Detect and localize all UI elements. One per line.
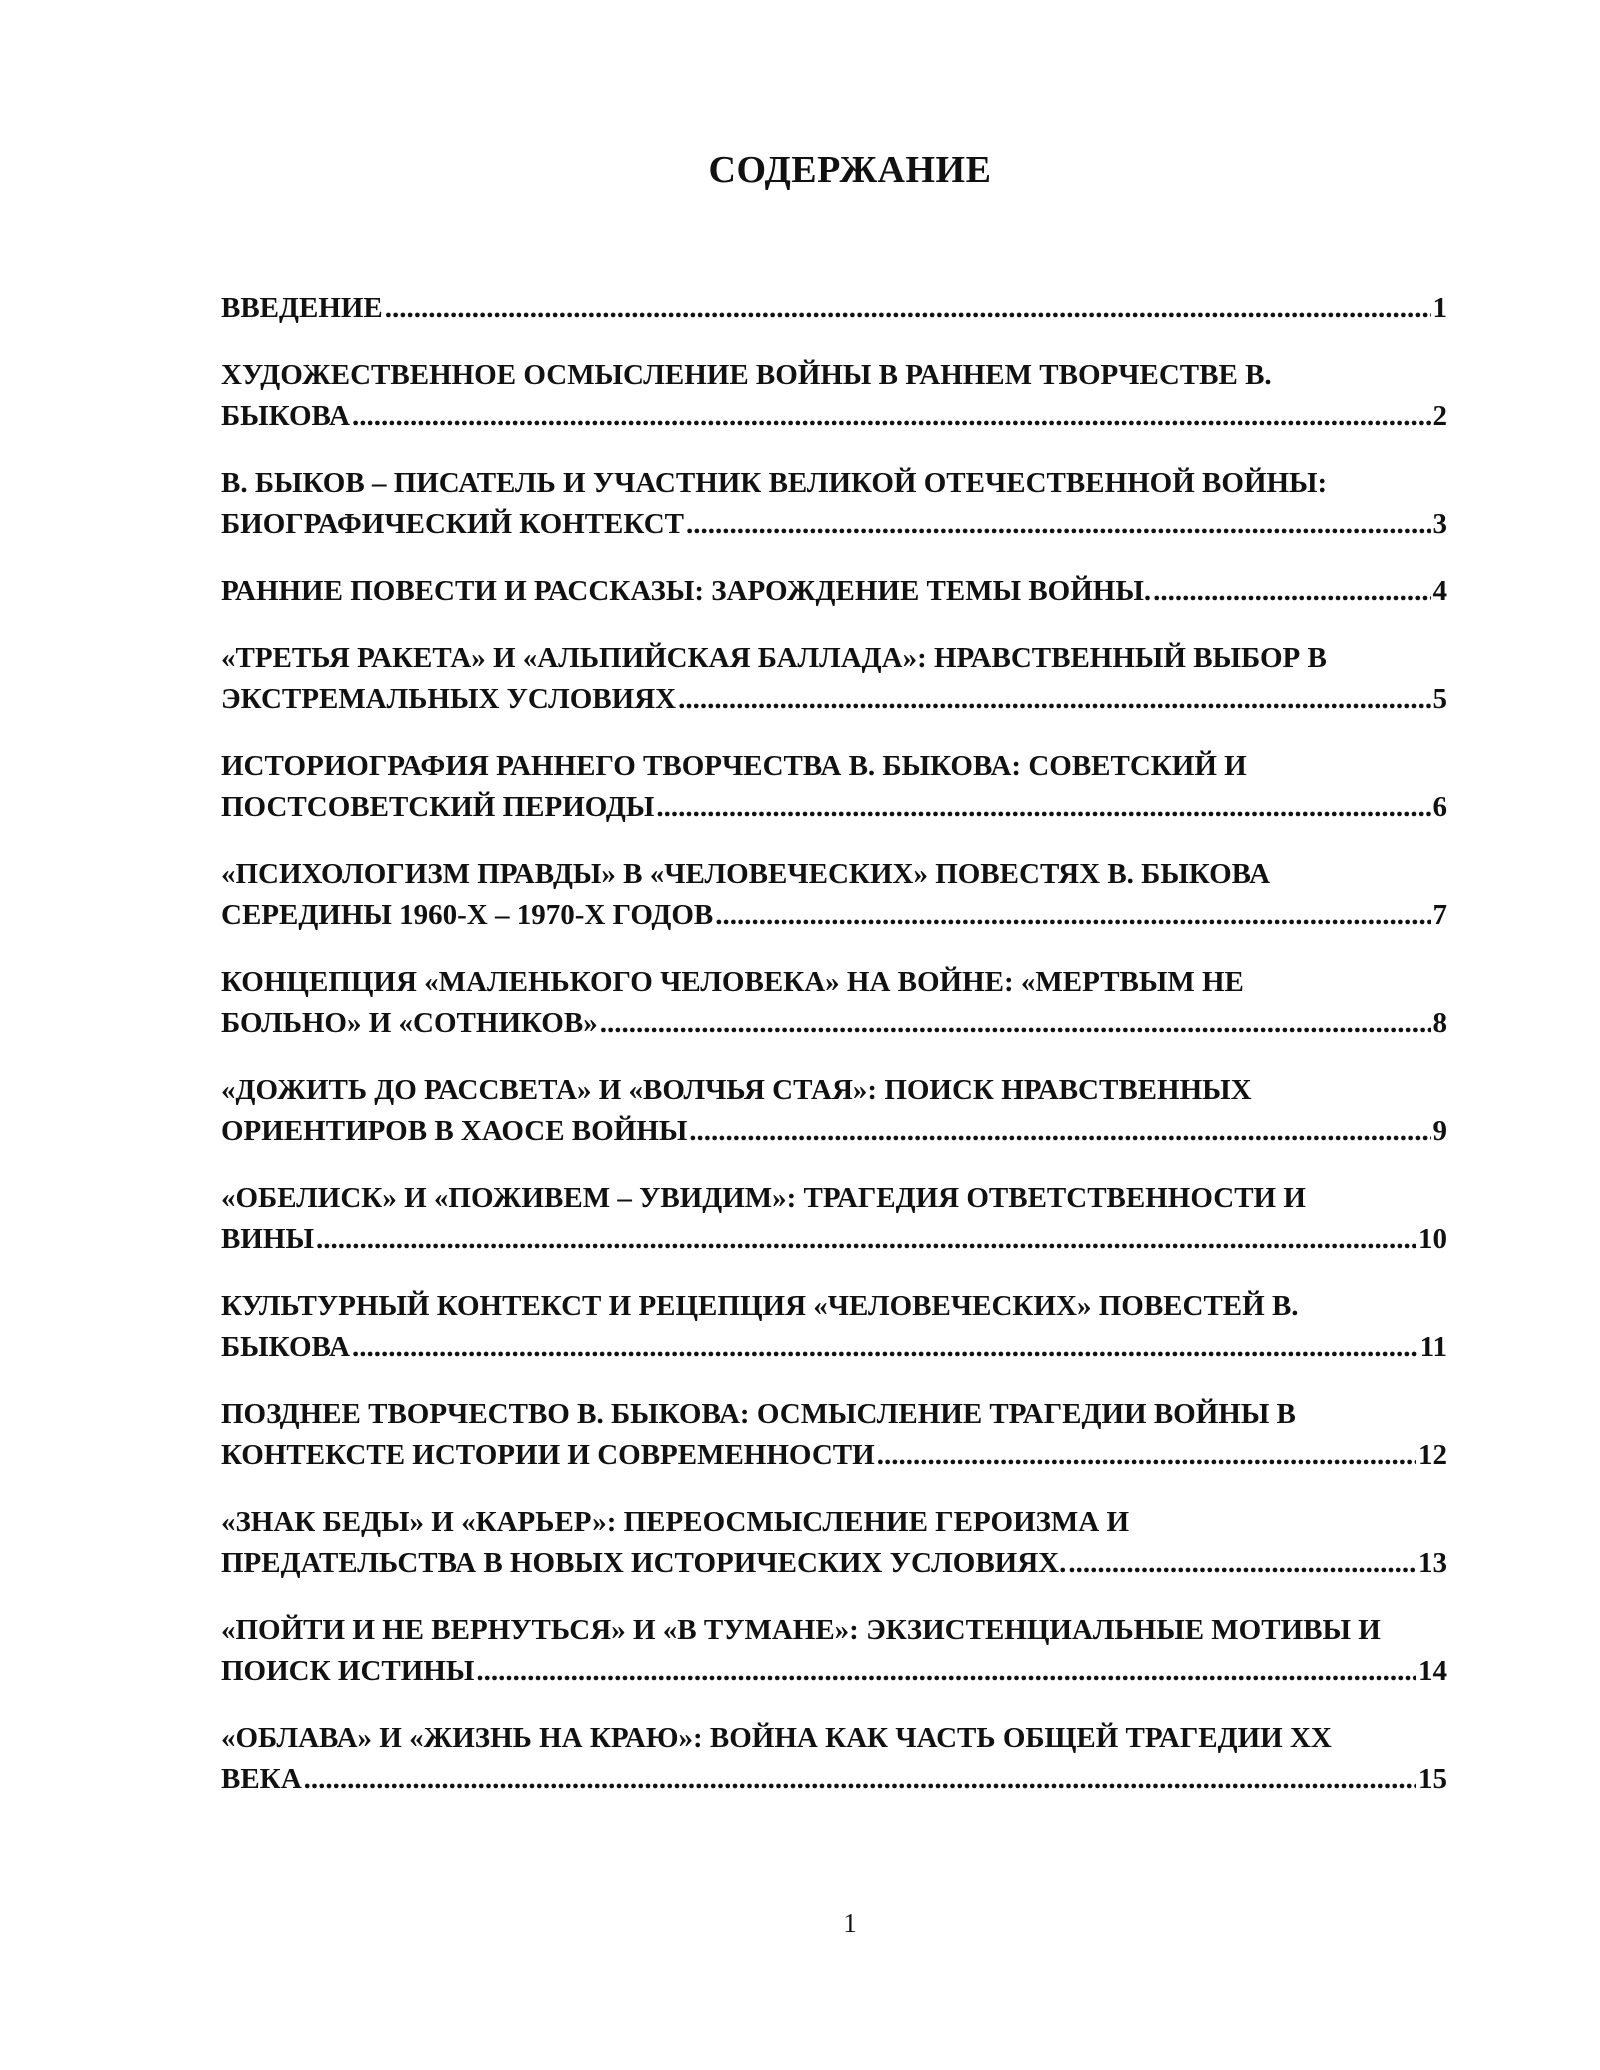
- dot-leader: [689, 1111, 1430, 1152]
- toc-entry-last-line: [221, 1219, 1447, 1260]
- toc-entry[interactable]: [221, 1502, 1447, 1584]
- toc-entry-text: КОНТЕКСТЕ ИСТОРИИ И СОВРЕМЕННОСТИ: [221, 1439, 875, 1471]
- toc-entry-last-line: [221, 787, 1447, 828]
- page-title: СОДЕРЖАНИЕ: [708, 149, 992, 191]
- dot-leader: [715, 895, 1430, 936]
- toc-entry-text: БИОГРАФИЧЕСКИЙ КОНТЕКСТ: [221, 508, 684, 540]
- toc-entry[interactable]: [221, 355, 1447, 437]
- title-container: [0, 148, 1600, 192]
- toc-entry[interactable]: [221, 1286, 1447, 1368]
- toc-entry-last-line: [221, 288, 1447, 329]
- toc-entry[interactable]: [221, 1610, 1447, 1692]
- toc-entry[interactable]: [221, 463, 1447, 545]
- toc-page-number: 6: [1432, 791, 1447, 823]
- dot-leader: [385, 288, 1431, 329]
- toc-entry-last-line: [221, 1435, 1447, 1476]
- dot-leader: [304, 1759, 1416, 1800]
- table-of-contents: [221, 288, 1447, 1826]
- dot-leader: [877, 1435, 1416, 1476]
- toc-page-number: 15: [1418, 1763, 1447, 1795]
- toc-page-number: 11: [1419, 1331, 1447, 1363]
- toc-entry-text: РАННИЕ ПОВЕСТИ И РАССКАЗЫ: ЗАРОЖДЕНИЕ ТЕМЫ ВОЙНЫ.: [221, 575, 1152, 607]
- dot-leader: [352, 396, 1431, 437]
- toc-entry[interactable]: [221, 746, 1447, 828]
- dot-leader: [352, 1327, 1418, 1368]
- toc-entry-line: «ЗНАК БЕДЫ» И «КАРЬЕР»: ПЕРЕОСМЫСЛЕНИЕ ГЕРОИЗМА И: [221, 1506, 1130, 1538]
- toc-entry-text: ВИНЫ: [221, 1223, 314, 1255]
- toc-page-number: 5: [1432, 683, 1447, 715]
- toc-entry-line: КОНЦЕПЦИЯ «МАЛЕНЬКОГО ЧЕЛОВЕКА» НА ВОЙНЕ: «МЕРТВЫМ НЕ: [221, 966, 1244, 998]
- toc-entry-last-line: [221, 1651, 1447, 1692]
- toc-entry-text: СЕРЕДИНЫ 1960-Х – 1970-Х ГОДОВ: [221, 899, 714, 931]
- toc-entry-text: БЫКОВА: [221, 400, 350, 432]
- toc-entry-last-line: [221, 1543, 1447, 1584]
- toc-entry-last-line: [221, 895, 1447, 936]
- toc-entry[interactable]: [221, 962, 1447, 1044]
- toc-entry-last-line: [221, 571, 1447, 612]
- toc-entry-last-line: [221, 1759, 1447, 1800]
- toc-entry-line: КУЛЬТУРНЫЙ КОНТЕКСТ И РЕЦЕПЦИЯ «ЧЕЛОВЕЧЕСКИХ» ПОВЕСТЕЙ В.: [221, 1290, 1299, 1322]
- toc-entry-line: «ПСИХОЛОГИЗМ ПРАВДЫ» В «ЧЕЛОВЕЧЕСКИХ» ПОВЕСТЯХ В. БЫКОВА: [221, 858, 1271, 890]
- dot-leader: [678, 679, 1430, 720]
- toc-entry[interactable]: [221, 1718, 1447, 1800]
- toc-entry-text: ЭКСТРЕМАЛЬНЫХ УСЛОВИЯХ: [221, 683, 677, 715]
- dot-leader: [686, 504, 1431, 545]
- toc-entry-text: ПРЕДАТЕЛЬСТВА В НОВЫХ ИСТОРИЧЕСКИХ УСЛОВИЯХ.: [221, 1547, 1067, 1579]
- toc-page-number: 8: [1432, 1007, 1447, 1039]
- toc-entry[interactable]: [221, 571, 1447, 612]
- dot-leader: [1153, 571, 1430, 612]
- toc-entry-line: «ОБЕЛИСК» И «ПОЖИВЕМ – УВИДИМ»: ТРАГЕДИЯ ОТВЕТСТВЕННОСТИ И: [221, 1182, 1306, 1214]
- toc-entry-last-line: [221, 1003, 1447, 1044]
- toc-entry[interactable]: [221, 288, 1447, 329]
- toc-page-number: 1: [1432, 292, 1447, 324]
- toc-entry[interactable]: [221, 1070, 1447, 1152]
- toc-entry[interactable]: [221, 638, 1447, 720]
- dot-leader: [316, 1219, 1416, 1260]
- toc-entry-line: ПОЗДНЕЕ ТВОРЧЕСТВО В. БЫКОВА: ОСМЫСЛЕНИЕ ТРАГЕДИИ ВОЙНЫ В: [221, 1398, 1296, 1430]
- toc-entry-text: ВЕКА: [221, 1763, 302, 1795]
- toc-entry-text: ПОИСК ИСТИНЫ: [221, 1655, 475, 1687]
- toc-entry-last-line: [221, 396, 1447, 437]
- toc-entry-line: «ТРЕТЬЯ РАКЕТА» И «АЛЬПИЙСКАЯ БАЛЛАДА»: НРАВСТВЕННЫЙ ВЫБОР В: [221, 642, 1327, 674]
- toc-page-number: 10: [1418, 1223, 1447, 1255]
- toc-entry-line: «ОБЛАВА» И «ЖИЗНЬ НА КРАЮ»: ВОЙНА КАК ЧАСТЬ ОБЩЕЙ ТРАГЕДИИ ХХ: [221, 1722, 1332, 1754]
- dot-leader: [476, 1651, 1416, 1692]
- toc-entry-line: ИСТОРИОГРАФИЯ РАННЕГО ТВОРЧЕСТВА В. БЫКОВА: СОВЕТСКИЙ И: [221, 750, 1247, 782]
- toc-page-number: 14: [1418, 1655, 1447, 1687]
- toc-entry-line: «ПОЙТИ И НЕ ВЕРНУТЬСЯ» И «В ТУМАНЕ»: ЭКЗИСТЕНЦИАЛЬНЫЕ МОТИВЫ И: [221, 1614, 1381, 1646]
- toc-page-number: 9: [1432, 1115, 1447, 1147]
- toc-page-number: 13: [1418, 1547, 1447, 1579]
- page-number: 1: [843, 1908, 857, 1938]
- toc-entry-text: ПОСТСОВЕТСКИЙ ПЕРИОДЫ: [221, 791, 655, 823]
- toc-entry-line: «ДОЖИТЬ ДО РАССВЕТА» И «ВОЛЧЬЯ СТАЯ»: ПОИСК НРАВСТВЕННЫХ: [221, 1074, 1252, 1106]
- toc-entry-last-line: [221, 504, 1447, 545]
- toc-page-number: 3: [1432, 508, 1447, 540]
- toc-entry[interactable]: [221, 1394, 1447, 1476]
- toc-entry-last-line: [221, 679, 1447, 720]
- toc-entry[interactable]: [221, 854, 1447, 936]
- toc-page-number: 4: [1432, 575, 1447, 607]
- toc-page-number: 7: [1432, 899, 1447, 931]
- toc-page-number: 12: [1418, 1439, 1447, 1471]
- toc-page-number: 2: [1432, 400, 1447, 432]
- toc-entry-text: БЫКОВА: [221, 1331, 350, 1363]
- dot-leader: [600, 1003, 1431, 1044]
- toc-entry-last-line: [221, 1111, 1447, 1152]
- toc-entry-text: БОЛЬНО» И «СОТНИКОВ»: [221, 1007, 598, 1039]
- toc-entry-line: ХУДОЖЕСТВЕННОЕ ОСМЫСЛЕНИЕ ВОЙНЫ В РАННЕМ ТВОРЧЕСТВЕ В.: [221, 359, 1272, 391]
- toc-entry-text: ОРИЕНТИРОВ В ХАОСЕ ВОЙНЫ: [221, 1115, 688, 1147]
- dot-leader: [1068, 1543, 1416, 1584]
- toc-entry-text: ВВЕДЕНИЕ: [221, 292, 383, 324]
- dot-leader: [656, 787, 1430, 828]
- toc-entry-line: В. БЫКОВ – ПИСАТЕЛЬ И УЧАСТНИК ВЕЛИКОЙ ОТЕЧЕСТВЕННОЙ ВОЙНЫ:: [221, 467, 1328, 499]
- toc-entry-last-line: [221, 1327, 1447, 1368]
- toc-entry[interactable]: [221, 1178, 1447, 1260]
